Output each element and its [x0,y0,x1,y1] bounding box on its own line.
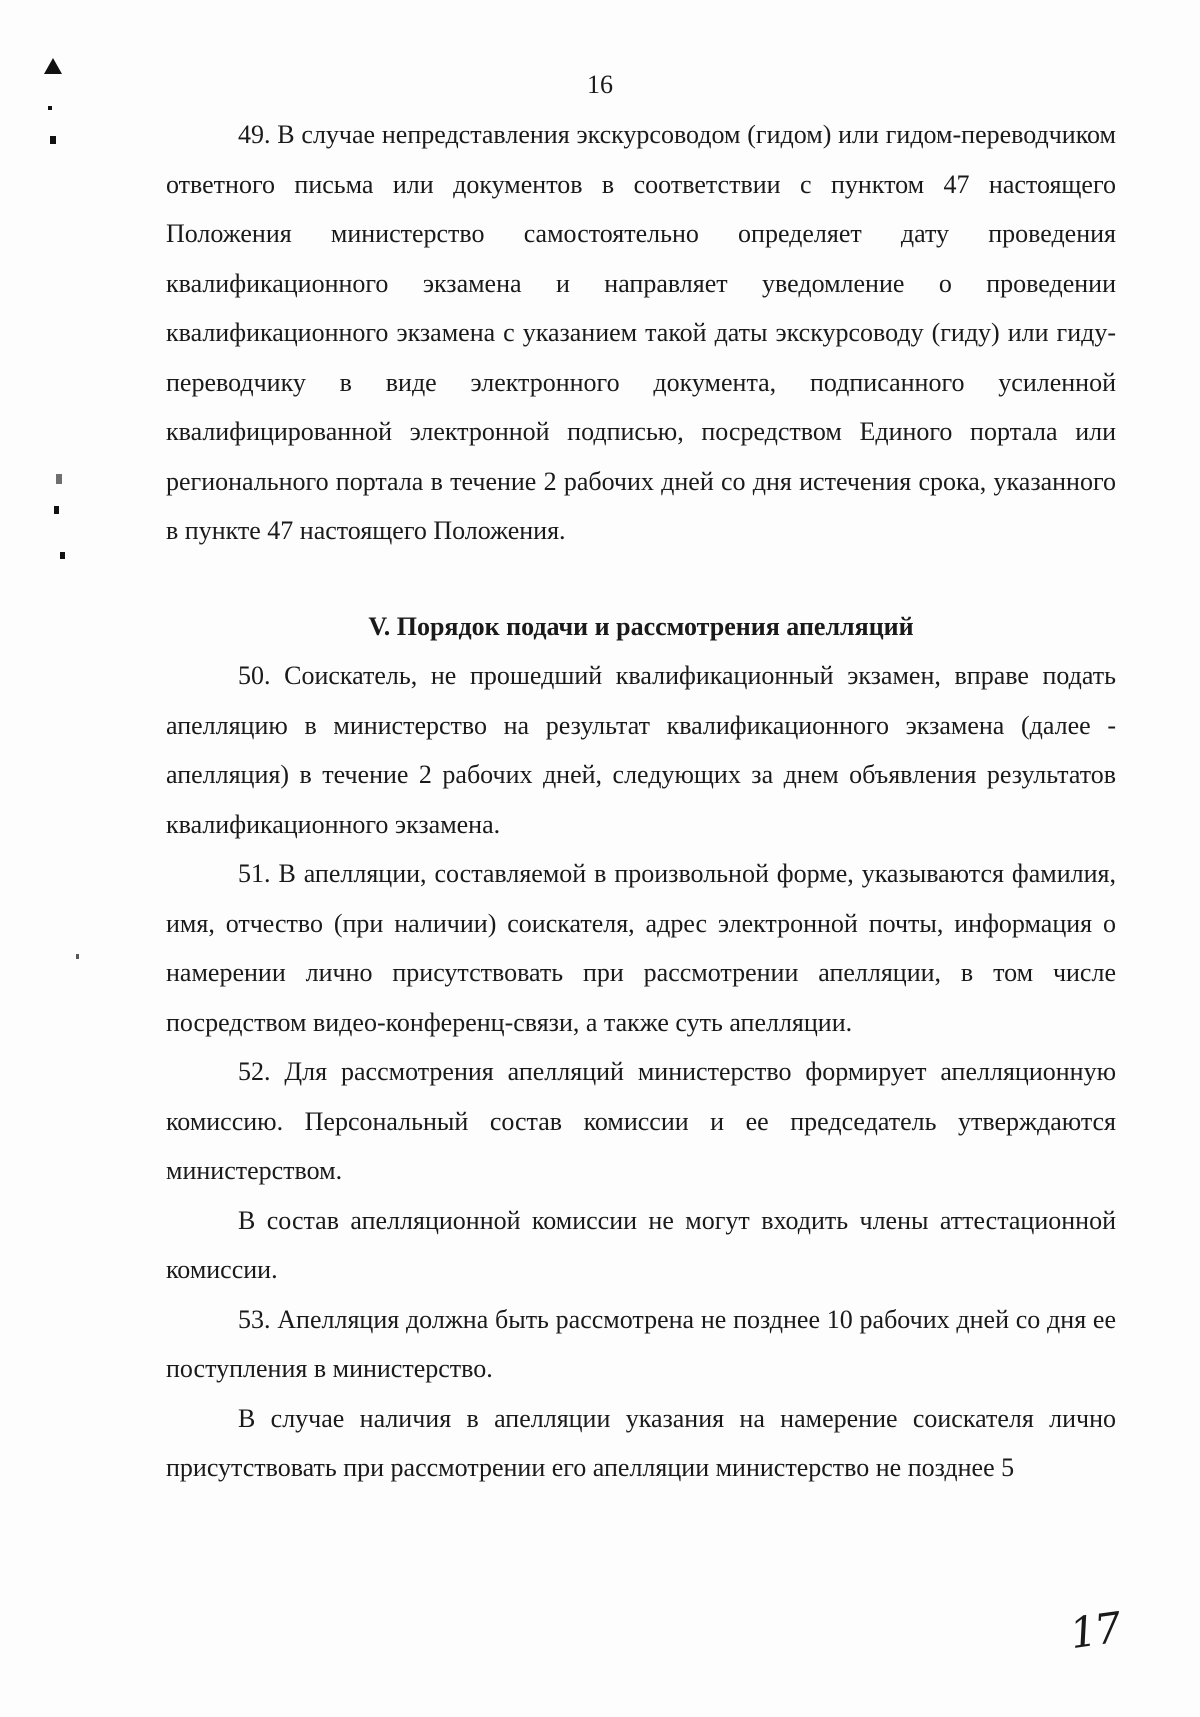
scan-artifact-mark [60,552,65,559]
paragraph-49: 49. В случае непредставления экскурсоводом (гидом) или гидом-переводчиком ответного письма или документов в соответствии с пунктом 47 настоящего Положения министерство самостоятельно определяет дату проведения квалификационного экзамена и направляет уведомление о проведении квалификационного экзамена с указанием такой даты экскурсоводу (гиду) или гиду-переводчику в виде электронного документа, подписанного усиленной квалифицированной электронной подписью, посредством Единого портала или регионального портала в течение 2 рабочих дней со дня истечения срока, указанного в пункте 47 настоящего Положения. [166,120,1116,545]
page-number: 16 [587,70,613,99]
scan-artifact-mark [50,136,56,144]
scan-artifact-mark [48,106,52,110]
paragraph-52: 52. Для рассмотрения апелляций министерство формирует апелляционную комиссию. Персональный состав комиссии и ее председатель утверждаются министерством. [166,1057,1116,1185]
paragraph-51: 51. В апелляции, составляемой в произвольной форме, указываются фамилия, имя, отчество (при наличии) соискателя, адрес электронной почты, информация о намерении лично присутствовать при рассмотрении апелляции, в том числе посредством видео-конференц-связи, а также суть апелляции. [166,859,1116,1037]
paragraph-52-continued: В состав апелляционной комиссии не могут входить члены аттестационной комиссии. [166,1205,1116,1284]
paragraph-50: 50. Соискатель, не прошедший квалификационный экзамен, вправе подать апелляцию в министерство на результат квалификационного экзамена (далее - апелляция) в течение 2 рабочих дней, следующих за днем объявления результатов квалификационного экзамена. [166,661,1116,839]
paragraph-53: 53. Апелляция должна быть рассмотрена не позднее 10 рабочих дней со дня ее поступления в министерство. [166,1304,1116,1383]
scan-artifact-mark [54,506,59,514]
document-body [166,110,1116,1493]
scan-artifact-mark [76,954,79,959]
paragraph-53-continued: В случае наличия в апелляции указания на намерение соискателя лично присутствовать при рассмотрении его апелляции министерство не позднее 5 [166,1403,1116,1482]
section-heading: V. Порядок подачи и рассмотрения апелляций [368,611,914,641]
handwritten-folio-number: 17 [1066,1602,1123,1659]
scan-artifact-mark [56,474,62,484]
